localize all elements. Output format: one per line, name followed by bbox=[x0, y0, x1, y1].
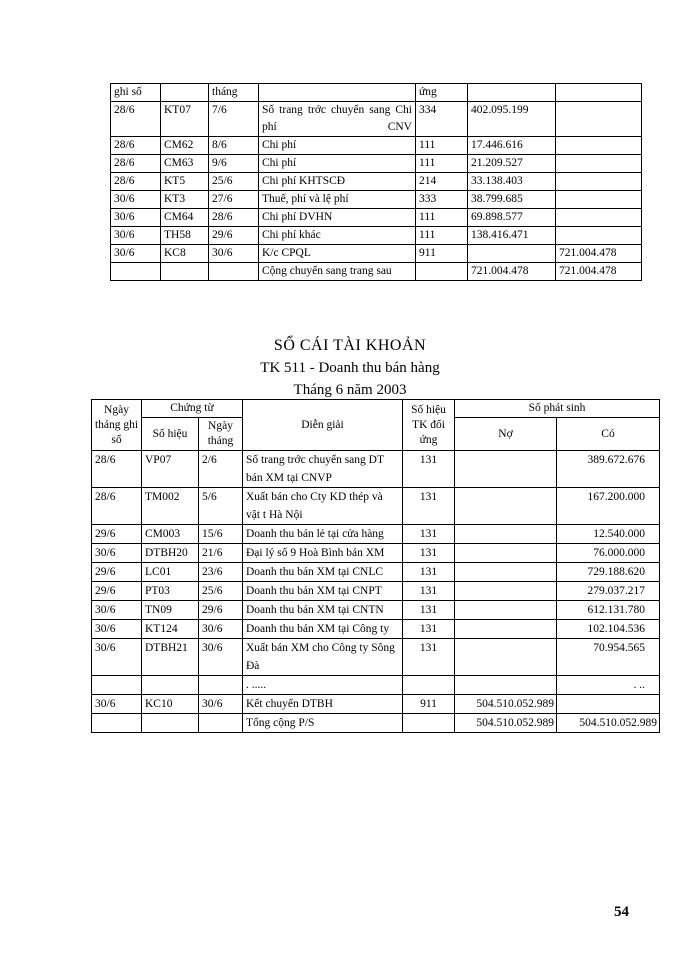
cell-date bbox=[92, 676, 142, 695]
header-voucher-no: Số hiệu bbox=[142, 418, 199, 451]
header-voucher: Chứng từ bbox=[142, 400, 243, 418]
header-cell bbox=[161, 84, 209, 102]
cell-account bbox=[403, 714, 455, 733]
cell-doc-date bbox=[199, 676, 243, 695]
cell-debit: 504.510.052.989 bbox=[455, 714, 557, 733]
cell-code: CM62 bbox=[161, 137, 209, 155]
cell-description: Cộng chuyển sang trang sau bbox=[259, 263, 416, 281]
cell-date: 28/6 bbox=[111, 137, 161, 155]
table-row bbox=[111, 137, 642, 155]
cell-debit: 17.446.616 bbox=[468, 137, 556, 155]
cell-code: DTBH20 bbox=[142, 544, 199, 563]
header-cell bbox=[556, 84, 642, 102]
cell-description: Doanh thu bán XM tại Công ty bbox=[243, 620, 403, 639]
cell-debit: 69.898.577 bbox=[468, 209, 556, 227]
cell-account: 131 bbox=[403, 620, 455, 639]
cell-description: Đại lý số 9 Hoà Bình bán XM bbox=[243, 544, 403, 563]
cell-credit: 721.004.478 bbox=[556, 263, 642, 281]
cell-date bbox=[92, 714, 142, 733]
cell-doc-date: 29/6 bbox=[199, 601, 243, 620]
cell-debit: 21.209.527 bbox=[468, 155, 556, 173]
cell-code: TM002 bbox=[142, 488, 199, 525]
cell-credit: 612.131.780 bbox=[557, 601, 660, 620]
cell-code bbox=[142, 714, 199, 733]
cell-code: VP07 bbox=[142, 451, 199, 488]
cell-account: 111 bbox=[416, 137, 468, 155]
header-cell: ứng bbox=[416, 84, 468, 102]
ledger-table-511 bbox=[91, 399, 660, 733]
cell-account: 334 bbox=[416, 102, 468, 137]
cell-date: 30/6 bbox=[92, 620, 142, 639]
cell-account: 131 bbox=[403, 563, 455, 582]
cell-description: Doanh thu bán XM tại CNTN bbox=[243, 601, 403, 620]
cell-debit: 138.416.471 bbox=[468, 227, 556, 245]
cell-date: 28/6 bbox=[92, 451, 142, 488]
cell-description: Xuất bán cho Cty KD thép và vật t Hà Nội bbox=[243, 488, 403, 525]
cell-credit: 12.540.000 bbox=[557, 525, 660, 544]
cell-code: KC10 bbox=[142, 695, 199, 714]
table-row bbox=[111, 173, 642, 191]
cell-credit: 721.004.478 bbox=[556, 245, 642, 263]
cell-credit: 389.672.676 bbox=[557, 451, 660, 488]
header-account: Số hiệu TK đối ứng bbox=[403, 400, 455, 451]
cell-doc-date: 25/6 bbox=[209, 173, 259, 191]
cell-debit bbox=[455, 676, 557, 695]
cell-doc-date bbox=[209, 263, 259, 281]
cell-doc-date: 30/6 bbox=[209, 245, 259, 263]
table-row bbox=[111, 209, 642, 227]
cell-account: 111 bbox=[416, 227, 468, 245]
table-row-total bbox=[92, 714, 660, 733]
cell-code: DTBH21 bbox=[142, 639, 199, 676]
cell-date: 29/6 bbox=[92, 563, 142, 582]
cell-doc-date: 8/6 bbox=[209, 137, 259, 155]
cell-debit bbox=[455, 563, 557, 582]
cell-credit: 504.510.052.989 bbox=[557, 714, 660, 733]
cell-account: 131 bbox=[403, 639, 455, 676]
cell-credit bbox=[556, 173, 642, 191]
table-row bbox=[111, 245, 642, 263]
cell-date: 28/6 bbox=[111, 155, 161, 173]
cell-debit: 38.799.685 bbox=[468, 191, 556, 209]
cell-doc-date: 30/6 bbox=[199, 695, 243, 714]
cell-description: Thuế, phí và lệ phí bbox=[259, 191, 416, 209]
cell-description: Số trang trớc chuyển sang Chi phí CNV bbox=[259, 102, 416, 137]
cell-doc-date: 28/6 bbox=[209, 209, 259, 227]
cell-date: 29/6 bbox=[92, 582, 142, 601]
cell-date: 30/6 bbox=[92, 639, 142, 676]
cell-doc-date: 5/6 bbox=[199, 488, 243, 525]
table-row bbox=[111, 155, 642, 173]
cell-doc-date bbox=[199, 714, 243, 733]
cell-credit bbox=[556, 209, 642, 227]
cell-description: Doanh thu bán XM tại CNPT bbox=[243, 582, 403, 601]
header-cell bbox=[468, 84, 556, 102]
table-header-row bbox=[92, 400, 660, 418]
table-row bbox=[92, 544, 660, 563]
header-description: Diễn giải bbox=[243, 400, 403, 451]
cell-credit bbox=[556, 191, 642, 209]
table-row bbox=[92, 676, 660, 695]
table-header-row bbox=[111, 84, 642, 102]
cell-account: 333 bbox=[416, 191, 468, 209]
table-row bbox=[92, 563, 660, 582]
cell-account: 131 bbox=[403, 525, 455, 544]
cell-date: 30/6 bbox=[111, 191, 161, 209]
cell-description: Chi phí DVHN bbox=[259, 209, 416, 227]
cell-debit: 721.004.478 bbox=[468, 263, 556, 281]
cell-doc-date: 23/6 bbox=[199, 563, 243, 582]
cell-code: KC8 bbox=[161, 245, 209, 263]
cell-debit: 33.138.403 bbox=[468, 173, 556, 191]
cell-account bbox=[403, 676, 455, 695]
cell-code: KT3 bbox=[161, 191, 209, 209]
header-debit: Nợ bbox=[455, 418, 557, 451]
cell-credit bbox=[556, 137, 642, 155]
cell-doc-date: 21/6 bbox=[199, 544, 243, 563]
cell-description: . ..... bbox=[243, 676, 403, 695]
cell-account: 131 bbox=[403, 544, 455, 563]
cell-description: Tổng cộng P/S bbox=[243, 714, 403, 733]
table-row bbox=[92, 601, 660, 620]
cell-code: CM64 bbox=[161, 209, 209, 227]
cell-account: 131 bbox=[403, 582, 455, 601]
cell-doc-date: 9/6 bbox=[209, 155, 259, 173]
cell-date: 28/6 bbox=[92, 488, 142, 525]
cell-debit bbox=[468, 245, 556, 263]
cell-doc-date: 2/6 bbox=[199, 451, 243, 488]
cell-credit: 70.954.565 bbox=[557, 639, 660, 676]
cell-account: 214 bbox=[416, 173, 468, 191]
cell-credit: 729.188.620 bbox=[557, 563, 660, 582]
table-row bbox=[111, 102, 642, 137]
cell-code: KT5 bbox=[161, 173, 209, 191]
cell-description: Chi phí KHTSCĐ bbox=[259, 173, 416, 191]
cell-code: KT07 bbox=[161, 102, 209, 137]
header-cell: tháng bbox=[209, 84, 259, 102]
cell-credit: 167.200.000 bbox=[557, 488, 660, 525]
cell-debit: 402.095.199 bbox=[468, 102, 556, 137]
cell-description: Chi phí khác bbox=[259, 227, 416, 245]
table-row bbox=[92, 451, 660, 488]
cell-description: Chi phí bbox=[259, 137, 416, 155]
cell-code: CM003 bbox=[142, 525, 199, 544]
cell-credit bbox=[556, 227, 642, 245]
cell-account: 911 bbox=[403, 695, 455, 714]
cell-credit: 279.037.217 bbox=[557, 582, 660, 601]
cell-date bbox=[111, 263, 161, 281]
cell-date: 30/6 bbox=[111, 227, 161, 245]
cell-code bbox=[142, 676, 199, 695]
cell-account: 131 bbox=[403, 488, 455, 525]
cell-credit bbox=[557, 695, 660, 714]
cell-account: 131 bbox=[403, 451, 455, 488]
table-row bbox=[92, 639, 660, 676]
header-credit: Có bbox=[557, 418, 660, 451]
table-row bbox=[92, 488, 660, 525]
cell-date: 30/6 bbox=[92, 695, 142, 714]
header-cell bbox=[259, 84, 416, 102]
table-row bbox=[111, 263, 642, 281]
cell-credit: 102.104.536 bbox=[557, 620, 660, 639]
table-row bbox=[92, 620, 660, 639]
cell-doc-date: 30/6 bbox=[199, 620, 243, 639]
table-row bbox=[92, 525, 660, 544]
cell-date: 30/6 bbox=[92, 601, 142, 620]
cell-account: 111 bbox=[416, 155, 468, 173]
cell-doc-date: 30/6 bbox=[199, 639, 243, 676]
cell-date: 30/6 bbox=[92, 544, 142, 563]
cell-description: Doanh thu bán lẻ tại cửa hàng bbox=[243, 525, 403, 544]
cell-code: KT124 bbox=[142, 620, 199, 639]
ledger-period: Tháng 6 năm 2003 bbox=[293, 382, 407, 398]
cell-description: Số trang trớc chuyển sang DT bán XM tại CNVP bbox=[243, 451, 403, 488]
ledger-table-continued bbox=[110, 83, 642, 281]
cell-date: 28/6 bbox=[111, 102, 161, 137]
cell-credit: 76.000.000 bbox=[557, 544, 660, 563]
cell-code: TN09 bbox=[142, 601, 199, 620]
cell-account: 131 bbox=[403, 601, 455, 620]
header-voucher-date: Ngày tháng bbox=[199, 418, 243, 451]
cell-debit: 504.510.052.989 bbox=[455, 695, 557, 714]
cell-doc-date: 27/6 bbox=[209, 191, 259, 209]
table-row bbox=[111, 227, 642, 245]
cell-doc-date: 7/6 bbox=[209, 102, 259, 137]
cell-description: Kết chuyển DTBH bbox=[243, 695, 403, 714]
cell-debit bbox=[455, 620, 557, 639]
cell-date: 29/6 bbox=[92, 525, 142, 544]
cell-credit bbox=[556, 155, 642, 173]
cell-date: 30/6 bbox=[111, 245, 161, 263]
cell-credit: . .. bbox=[557, 676, 660, 695]
cell-description: Doanh thu bán XM tại CNLC bbox=[243, 563, 403, 582]
cell-debit bbox=[455, 488, 557, 525]
cell-account: 111 bbox=[416, 209, 468, 227]
table-row bbox=[111, 191, 642, 209]
cell-debit bbox=[455, 639, 557, 676]
cell-doc-date: 25/6 bbox=[199, 582, 243, 601]
cell-code: TH58 bbox=[161, 227, 209, 245]
cell-description: K/c CPQL bbox=[259, 245, 416, 263]
ledger-title bbox=[0, 335, 700, 401]
cell-doc-date: 29/6 bbox=[209, 227, 259, 245]
cell-doc-date: 15/6 bbox=[199, 525, 243, 544]
cell-code: PT03 bbox=[142, 582, 199, 601]
cell-code: LC01 bbox=[142, 563, 199, 582]
table-row-closing bbox=[92, 695, 660, 714]
cell-date: 28/6 bbox=[111, 173, 161, 191]
cell-date: 30/6 bbox=[111, 209, 161, 227]
ledger-title-main: SỔ CÁI TÀI KHOẢN bbox=[273, 337, 427, 354]
header-cell: ghi sổ bbox=[111, 84, 161, 102]
cell-account bbox=[416, 263, 468, 281]
cell-account: 911 bbox=[416, 245, 468, 263]
cell-description: Xuất bán XM cho Công ty Sông Đà bbox=[243, 639, 403, 676]
header-amount: Số phát sinh bbox=[455, 400, 660, 418]
cell-debit bbox=[455, 451, 557, 488]
cell-description: Chi phí bbox=[259, 155, 416, 173]
cell-code bbox=[161, 263, 209, 281]
table-row bbox=[92, 582, 660, 601]
cell-debit bbox=[455, 601, 557, 620]
page-number: 54 bbox=[614, 904, 629, 920]
cell-debit bbox=[455, 544, 557, 563]
cell-code: CM63 bbox=[161, 155, 209, 173]
cell-debit bbox=[455, 525, 557, 544]
cell-credit bbox=[556, 102, 642, 137]
ledger-account: TK 511 - Doanh thu bán hàng bbox=[260, 360, 440, 376]
cell-debit bbox=[455, 582, 557, 601]
header-date: Ngày tháng ghi sổ bbox=[92, 400, 142, 451]
